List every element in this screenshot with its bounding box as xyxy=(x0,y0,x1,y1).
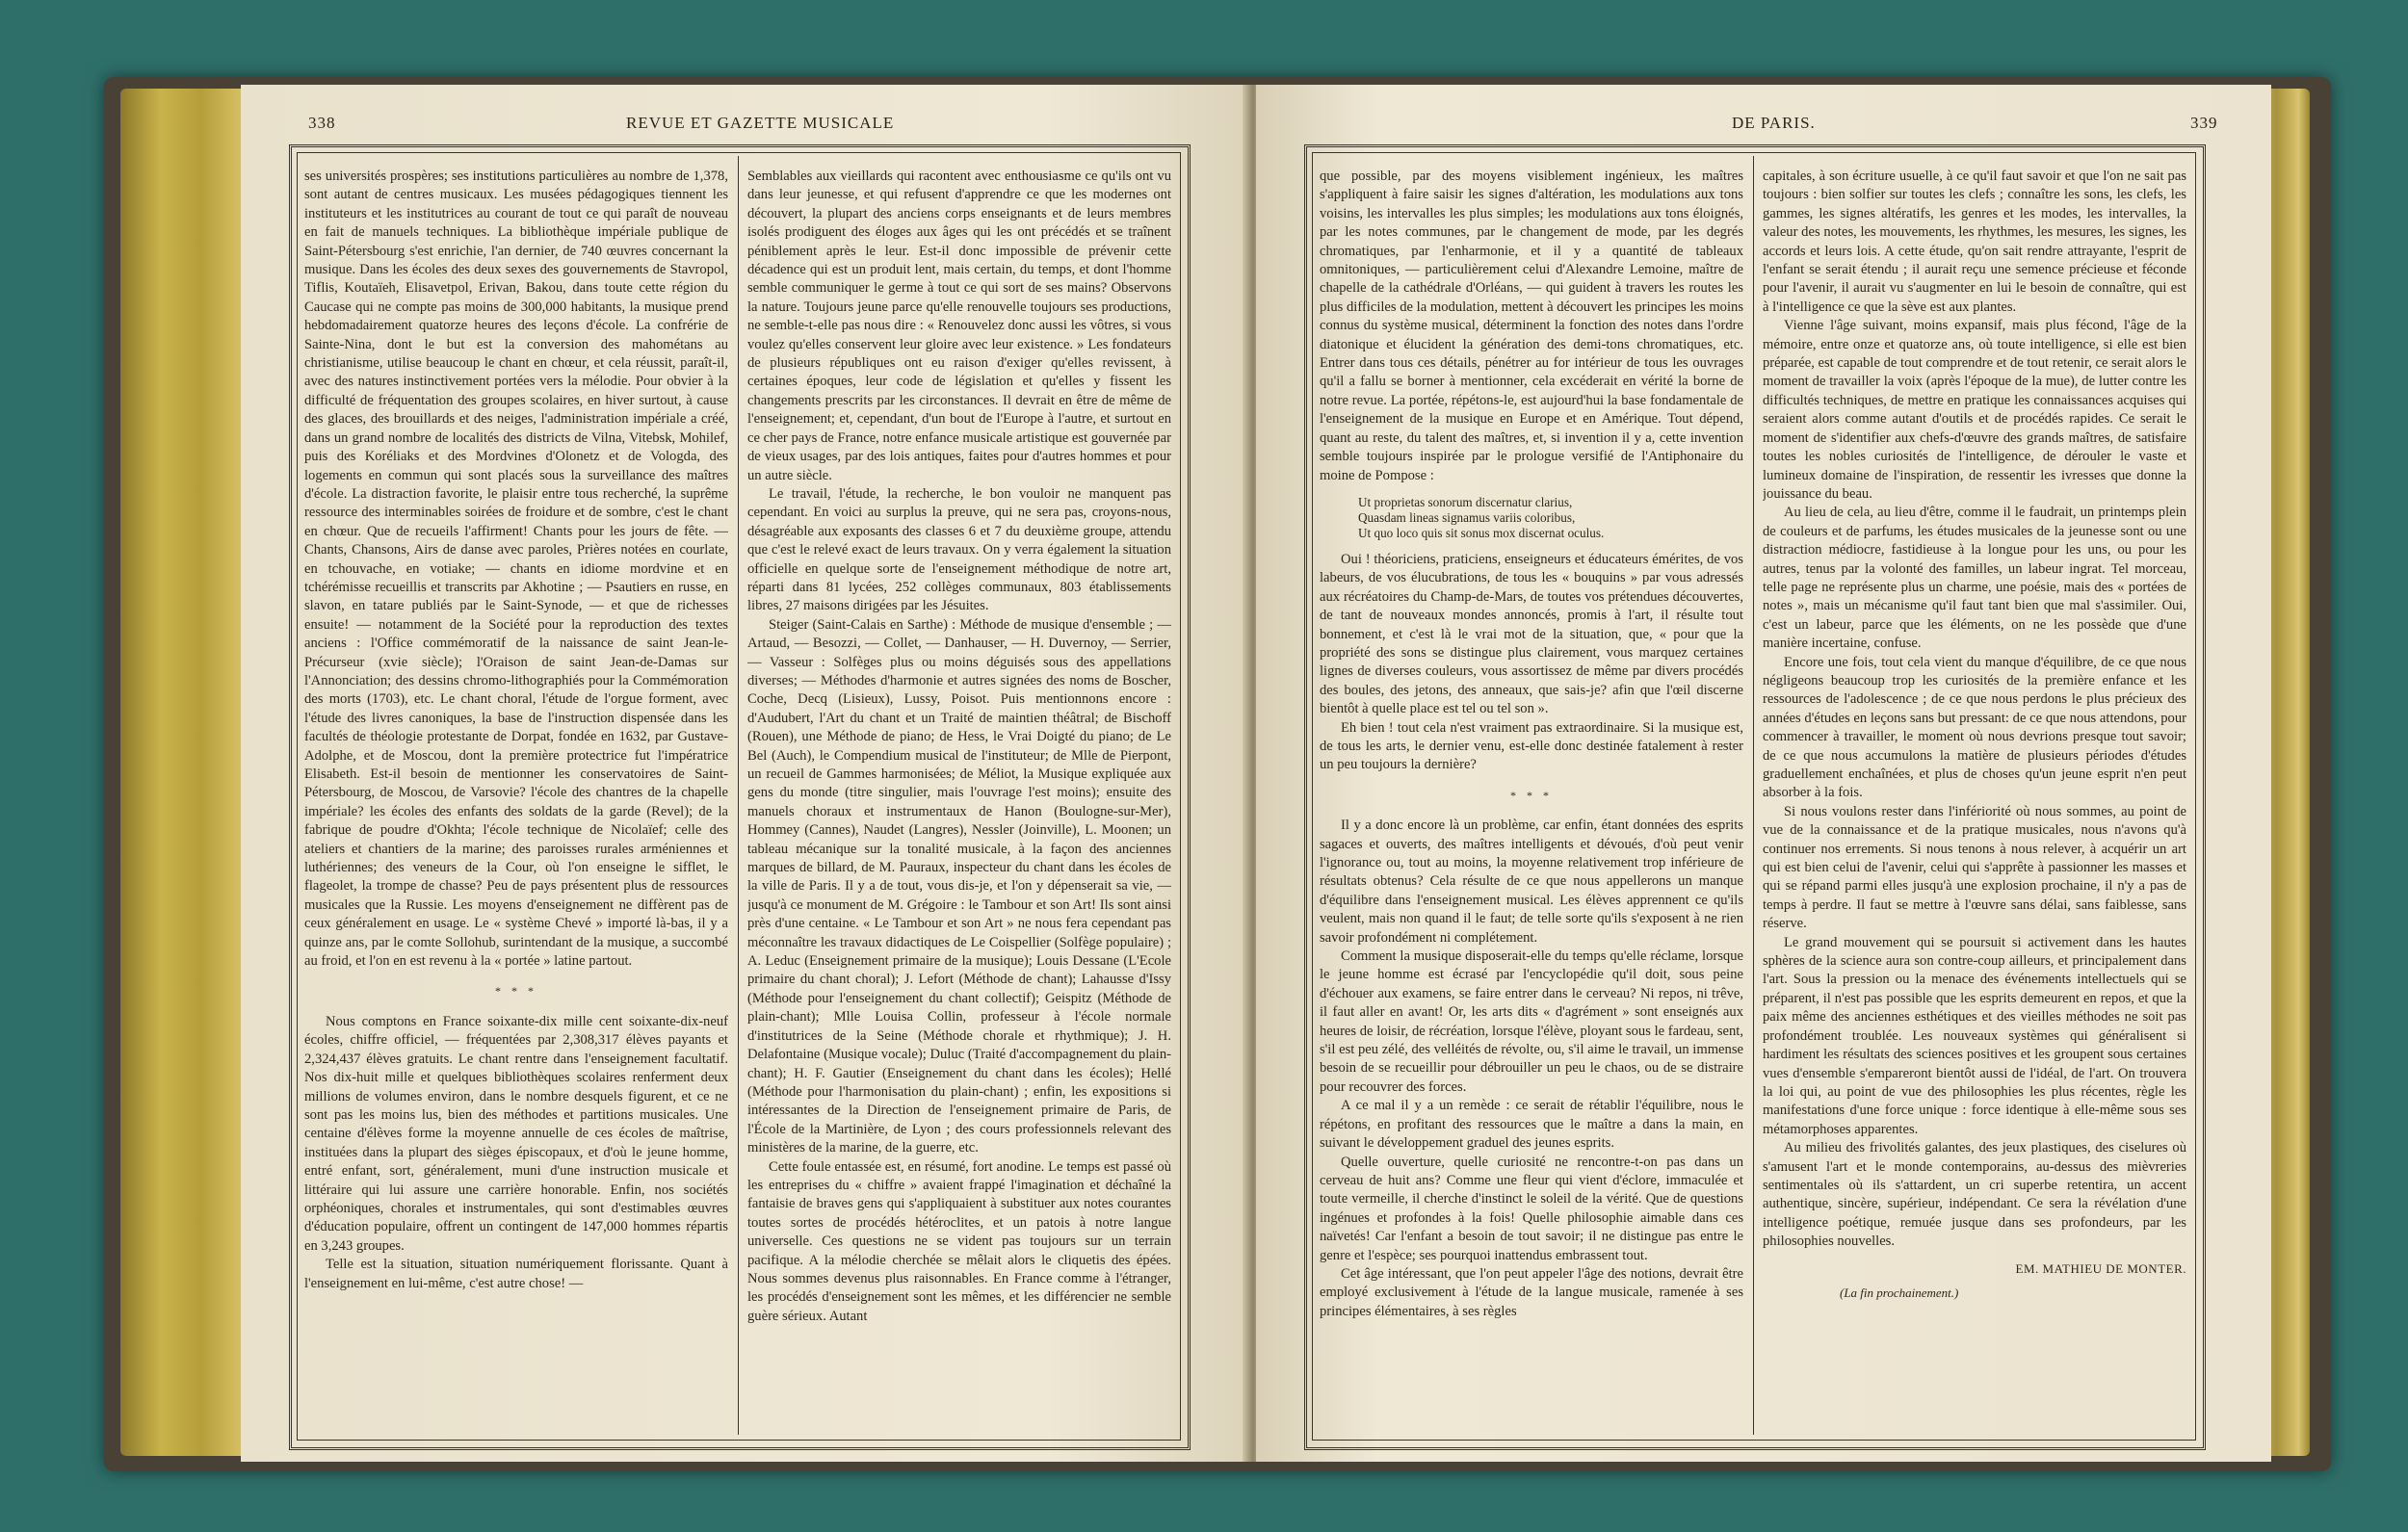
paragraph: Vienne l'âge suivant, moins expansif, mais plus fécond, l'âge de la mémoire, entre onze et quatorze ans, où toute intelligence, si elle est bien préparée, est capable de tout comprendre et de tout retenir, ce serait alors le moment de travailler la voix (après l'époque de la mue), de lutter contre les difficultés techniques, de mettre en pratique les connaissances acquises qui seraient alors comme autant d'outils et de procédés rapides. Ce serait le moment de s'identifier aux chefs-d'œuvre des grands maîtres, de satisfaire toutes les nobles curiosités de l'intelligence, de dérouler le vaste et lumineux domaine de l'inspiration, de ressentir les ivresses que donne la jouissance du beau. xyxy=(1763,318,2186,502)
verse-line: Ut proprietas sonorum discernatur clarius, xyxy=(1358,494,1573,509)
right-page xyxy=(1256,85,2271,1462)
paragraph: Au milieu des frivolités galantes, des jeux plastiques, des ciselures où s'amusent l'art et le monde contemporains, au-dessus des mièvreries sentimentales où ils s'attardent, un cri superbe retentira, un accent authentique, sincère, supérieur, indépendant. Ce sera la révélation d'une intelligence poétique, remuée jusque dans ses profondeurs, par les philosophies nouvelles. xyxy=(1763,1140,2186,1250)
page-edges-left xyxy=(120,89,255,1456)
paragraph: ses universités prospères; ses institutions particulières au nombre de 1,378, sont autant de centres musicaux. Les musées pédagogiques tiennent les instituteurs et les institutrices au courant de tout ce qui paraît de nouveau en fait de manuels techniques. La bibliothèque impériale publique de Saint-Pétersbourg s'est enrichie, l'an dernier, de 740 œuvres concernant la musique. Dans les écoles des deux sexes des gouvernements de Stavropol, Tiflis, Koutaïeh, Elisavetpol, Erivan, Bakou, dans toute cette région du Caucase qui ne compte pas moins de 300,000 habitants, la musique prend hebdomadairement quatorze heures des leçons d'école. La confrérie de Sainte-Nina, dont le but est la conversion des mahométans au christianisme, utilise beaucoup le chant en chœur, et cela réussit, paraît-il, avec des natures instinctivement portées vers la mélodie. Pour obvier à la difficulté de fréquentation des groupes scolaires, en hiver surtout, à cause des glaces, des brouillards et des neiges, l'administration impériale a créé, dans un grand nombre de localités des districts de Vilna, Vitebsk, Mohilef, puis des Koréliaks et des Mordvines d'Olonetz et de Vologda, des logements en commun qui sont placés sous la surveillance des maîtres d'école. La distraction favorite, le plaisir entre tous recherché, la suprême ressource des interminables soirées de froidure et de sombre, c'est le chant en chœur. Que de recueils l'affirment! Chants pour les jours de fête. — Chants, Chansons, Airs de danse avec paroles, Prières notées en courlate, en tchouvache, en votiake; — chants en idiome mordvine et en tchérémisse recueillis et transcrits par Akhotine ; — Psautiers en russe, en slavon, en tatare publiés par le Saint-Synode, — et que de richesses ensuite! — notamment de la Société pour la reproduction des textes anciens : l'Office commémoratif de la naissance de saint Jean-le-Précurseur (xvie siècle); l'Oraison de saint Jean-de-Damas sur l'Annonciation; des dessins chromo-lithographiés pour la Commémoration des morts (1703), etc. Le chant choral, l'étude de l'orgue forment, avec l'étude des livres canoniques, la base de l'instruction dispensée dans les facultés de théologie protestante de Dorpat, fondée en 1632, par Gustave-Adolphe, et de Moscou, dont la première protectrice fut l'impératrice Elisabeth. Est-il besoin de mentionner les conservatoires de Saint-Pétersbourg, de Moscou, de Varsovie? l'école des chantres de la chapelle impériale? les écoles des enfants des soldats de la garde (Revel); de la fabrique de poudre d'Okhta; l'école technique de Nicolaïef; celle des ateliers et chantiers de la marine; des paroisses rurales arméniennes et luthériennes; des veneurs de la Cour, où l'on enseigne le sifflet, le flageolet, la trompe de chasse? Peu de pays présentent plus de ressources musicales que la Russie. Les moyens d'enseignement ne diffèrent pas de ceux généralement en usage. Le « système Chevé » importé là-bas, il y a quinze ans, par le comte Sollohub, surintendant de la musique, a succombé au froid, et l'on en est revenu à la « portée » latine partout. xyxy=(304,169,728,970)
paragraph: Le grand mouvement qui se poursuit si activement dans les hautes sphères de la science aura son contre-coup ailleurs, et principalement dans l'art. Sous la pression ou la menace des événements intellectuels qui se préparent, il n'est pas possible que les esprits demeurent en repos, et que la paix même des anciennes esthétiques et des vieilles méthodes ne soit pas profondément troublée. Les nouveaux systèmes qui généralisent si hardiment les résultats des sciences positives et les groupent sous certaines vues d'ensemble s'empareront bientôt aussi de l'idéal, de l'art. On trouvera la loi qui, au point de vue des philosophies les plus récentes, règle les manifestations d'une force unique : force identique à elle-même sous ses métamorphoses apparentes. xyxy=(1763,934,2186,1137)
continuation-note: (La fin prochainement.) xyxy=(1840,1285,1959,1300)
section-separator: * * * xyxy=(1510,788,1553,802)
left-column-1 xyxy=(304,168,728,1435)
paragraph: Le travail, l'étude, la recherche, le bon vouloir ne manquent pas cependant. En voici au surplus la preuve, qui ne sera pas, croyons-nous, désagréable aux exposants des classes 6 et 7 du deuxième groupe, attendu que c'est le relevé exact de leurs travaux. On y verra également la situation officielle en quelque sorte de l'enseignement méthodique de notre art, réparti dans 81 lycées, 252 collèges communaux, 803 établissements libres, 27 maisons dirigées par les Jésuites. xyxy=(747,485,1171,614)
verse-line: Quasdam lineas signamus variis coloribus, xyxy=(1358,509,1576,525)
paragraph: Il y a donc encore là un problème, car enfin, étant données des esprits sagaces et ouverts, des maîtres intelligents et dévoués, d'où peut venir l'ignorance ou, tout au moins, la moyenne relativement trop inférieure de résultats obtenus? Cela résulte de ce que nous appellerons un manque d'équilibre dans l'enseignement musical. Les élèves apprennent ce qu'ils veulent, mais non quand il le faut; de telle sorte qu'ils s'exposent à ne rien savoir profondément ni complétement. xyxy=(1320,818,1743,946)
right-column-rule xyxy=(1753,156,1754,1435)
paragraph: Comment la musique disposerait-elle du temps qu'elle réclame, lorsque le jeune homme est écrasé par l'encyclopédie qu'il doit, sous peine d'échouer aux examens, se faire entrer dans le cerveau? Ni repos, ni trêve, il faut aller en avant! Or, les arts dits « d'agrément » sont enseignés aux heures de loisir, de récréation, lorsque l'élève, ployant sous le fardeau, sent, s'il est peu zélé, des velléités de révolte, ou, s'il aime le travail, un immense besoin de se recueillir pour débrouiller un peu le chaos, ou de se distraire pour recouvrer des forces. xyxy=(1320,948,1743,1095)
paragraph: Telle est la situation, situation numériquement florissante. Quant à l'enseignement en lui-même, c'est autre chose! — xyxy=(304,1257,728,1291)
verse-line: Ut quo loco quis sit sonus mox discernat oculus. xyxy=(1358,525,1605,540)
paragraph: Steiger (Saint-Calais en Sarthe) : Méthode de musique d'ensemble ; — Artaud, — Besozzi, — Collet, — Danhauser, — H. Duvernoy, — Serrier, — Vasseur : Solfèges plus ou moins déguisés sous des appellations diverses; — Méthodes d'harmonie et autres signées des noms de Boscher, Coche, Decq (Lisieux), Lussy, Poisot. Puis mentionnons encore : d'Audubert, l'Art du chant et un Traité de maintien théâtral; de Bischoff (Rouen), une Méthode de piano; de Hess, le Vrai Doigté du piano; de Le Bel (Auch), le Compendium musical de l'instituteur; de Mlle de Pierpont, un recueil de Gammes harmonisées; de Méliot, la Musique expliquée aux gens du monde (titre singulier, mais l'ouvrage l'est moins); ensuite des manuels choraux et instrumentaux de Hanon (Boulogne-sur-Mer), Hommey (Cannes), Naudet (Langres), Nessler (Joinville), L. Moonen; un tableau mécanique sur la tonalité musicale, à la façon des anciennes marques de billard, de M. Pauraux, inspecteur du chant dans les écoles de la ville de Paris. Il y a de tout, vous dis-je, et l'on y dépenserait sa vie, — jusqu'à ce monument de M. Grégoire : le Tambour et son Art! Ils sont ainsi près d'une centaine. « Le Tambour et son Art » ne nous fera cependant pas méconnaître les travaux didactiques de Le Coispellier (Solfège populaire) ; A. Leduc (Enseignement primaire de la musique); Louis Dessane (L'Ecole primaire du chant choral); J. Lefort (Méthode de chant); Lahausse d'Issy (Méthode pour l'enseignement du chant collectif); Geispitz (Méthode de plain-chant); Mlle Louisa Collin, professeur à l'école normale d'institutrices de la Seine (Méthode chorale et rhythmique); J. H. Delafontaine (Musique vocale); Duluc (Traité d'accompagnement du plain-chant); H. F. Gautier (Enseignement du chant dans les écoles); Hellé (Méthode pour l'harmonisation du plain-chant) ; enfin, les expositions si intéressantes de la Direction de l'enseignement primaire de Paris, de l'École de la Martinière, de Lyon ; des cours professionnels relevant des ministères de la marine, de la guerre, etc. xyxy=(747,616,1171,1156)
paragraph: capitales, à son écriture usuelle, à ce qu'il faut savoir et que l'on ne sait pas toujours : bien solfier sur toutes les clefs ; connaître les sons, les clefs, les gammes, les signes altératifs, les genres et les modes, les intervalles, la valeur des notes, les mouvements, les rhythmes, les mesures, les signes, les accords et leurs lois. A cette étude, qu'on sait rendre attrayante, l'esprit de l'enfant se serait étendu ; il aurait reçu une semence précieuse et féconde pour l'avenir, il aurait vu s'augmenter en lui le besoin de connaître, qui est à l'intelligence ce que la sève est aux plantes. xyxy=(1763,169,2186,315)
paragraph: Semblables aux vieillards qui racontent avec enthousiasme ce qu'ils ont vu dans leur jeunesse, et qui refusent d'apprendre ce que les modernes ont découvert, la plupart des anciens corps enseignants et de leurs membres isolés prodiguent des éloges aux âges qui les ont précédés et se traînent péniblement après le leur. Est-il donc impossible de prévenir cette décadence qui est un produit lent, mais certain, du temps, et dont l'homme semble communiquer le germe à tout ce qui sort de ses mains? Observons la nature. Toujours jeune parce qu'elle renouvelle toujours ses productions, ne semble-t-elle pas nous dire : « Renouvelez donc aussi les vôtres, si vous voulez qu'elles conservent leur gloire avec leur existence. » Les fondateurs de plusieurs républiques ont eu raison d'exiger qu'elles revissent, à certaines époques, leur code de législation et qu'elles y fissent les changements prescrits par les circonstances. Il devrait en être de même de l'enseignement; et, cependant, d'un bout de l'Europe à l'autre, et surtout en ce cher pays de France, notre enfance musicale artistique est gouvernée par de vieux usages, par des lois antiques, faites pour d'autres hommes et pour un autre siècle. xyxy=(747,169,1171,483)
paragraph: Eh bien ! tout cela n'est vraiment pas extraordinaire. Si la musique est, de tous les arts, le dernier venu, est-elle donc destinée fatalement à rester un peu toujours la dernière? xyxy=(1320,719,1743,773)
paragraph: Encore une fois, tout cela vient du manque d'équilibre, de ce que nous négligeons beaucoup trop les curiosités de la première enfance et les ressources de l'adolescence ; de ce que nous perdons le plus précieux des années d'études en leçons sans but pressant: de ce que nous attendons, pour commencer à travailler, le moment où nous devrions presque tout savoir; de ce que nous accumulons la matière de plusieurs périodes d'études graduellement enchaînées, et plus de choses qu'un jeune esprit n'en peut absorber à la fois. xyxy=(1763,654,2186,801)
right-column-2 xyxy=(1763,168,2186,1435)
paragraph: que possible, par des moyens visiblement ingénieux, les maîtres s'appliquent à faire saisir les signes d'altération, les modulations aux tons voisins, les intervalles les plus simples; les modulations aux tons éloignés, par les notes communes, par le changement de mode, par les degrés chromatiques, par l'enharmonie, et il y a quantité de tableaux omnitoniques, — particulièrement celui d'Alexandre Lemoine, maître de chapelle de la cathédrale d'Orléans, — qui guident à travers les routes les plus difficiles de la modulation, mettent à découvert les principes les moins connus du système musical, déterminent la fonction des notes dans l'ordre diatonique et élucident la génération des demi-tons chromatiques, etc. Entrer dans tous ces détails, pénétrer au for intérieur de tous les ouvrages qu'il a fallu se borner à mentionner, cela excéderait en vérité la borne de notre revue. La portée, répétons-le, est aujourd'hui la base fondamentale de l'enseignement de la musique en Europe et en Amérique. Tout dépend, quant au reste, du talent des maîtres, et, si invention il y a, cette invention semble toujours inspirée par le prologue versifié de l'Antiphonaire du moine de Pompose : xyxy=(1320,169,1743,483)
paragraph: Nous comptons en France soixante-dix mille cent soixante-dix-neuf écoles, chiffre officiel, — fréquentées par 2,308,317 élèves payants et 2,324,437 élèves gratuits. Le chant rentre dans l'enseignement facultatif. Nos dix-huit mille et quelques bibliothèques scolaires renferment deux millions de volumes environ, dans le nombre desquels figurent, et ce ne sont pas les moins lus, bien des méthodes et partitions musicales. Une centaine d'élèves forme la moyenne annuelle de ces écoles de maîtrise, instituées dans la plupart des sièges épiscopaux, et d'où le jeune homme, entré enfant, sort, généralement, muni d'une instruction musicale et littéraire qui lui assure une carrière honorable. Enfin, nos sociétés orphéoniques, chorales et instrumentales, qui sont d'estimables œuvres d'éducation populaire, offrent un contingent de 147,000 hommes répartis en 3,243 groupes. xyxy=(304,1013,728,1254)
latin-verse xyxy=(1320,495,1743,541)
right-column-1 xyxy=(1320,168,1743,1435)
left-column-rule xyxy=(738,156,739,1435)
paragraph: Au lieu de cela, au lieu d'être, comme il le faudrait, un printemps plein de couleurs et de parfums, les études musicales de la jeunesse sont ou une distraction médiocre, fastidieuse à la longue pour les uns, ou pour les autres, tenus par la volonté des familles, un labeur ingrat. Tel morceau, telle page ne représente plus un charme, une poésie, mais des « portées de notes », mais un mécanisme qu'il faut tant bien que mal s'assimiler. Oui, c'est un labeur, parce que les éléments, on ne les possède que d'une manière incertaine, confuse. xyxy=(1763,505,2186,652)
paragraph: Oui ! théoriciens, praticiens, enseigneurs et éducateurs émérites, de vos labeurs, de vos élucubrations, de tous les « bouquins » par vous adressés aux récréatoires du Champ-de-Mars, de toutes vos prétendues découvertes, de tant de nouveaux mondes annoncés, promis à l'art, il résulte tout bonnement, et c'est là le vrai mot de la situation, que, « pour que la propriété des sons se distingue plus clairement, vous marquez certaines lignes de diverses couleurs, vous assortissez de même par divers procédés des boules, des jetons, des anneaux, que sais-je? afin que l'œil discerne bientôt à quelle place est tel ou tel son ». xyxy=(1320,551,1743,717)
section-separator: * * * xyxy=(495,984,537,999)
left-column-2 xyxy=(747,168,1171,1435)
author-signature: EM. MATHIEU DE MONTER. xyxy=(2015,1260,2186,1276)
paragraph: A ce mal il y a un remède : ce serait de rétablir l'équilibre, nous le répétons, en profitant des ressources que le maître a dans la main, en suivant le développement graduel des jeunes esprits. xyxy=(1320,1098,1743,1152)
left-page-number: 338 xyxy=(308,114,336,132)
paragraph: Cette foule entassée est, en résumé, fort anodine. Le temps est passé où les entreprises du « chiffre » avaient frappé l'imagination et déchaîné la fantaisie de braves gens qui s'appliquaient à substituer aux notes courantes toutes sortes de procédés hétéroclites, et un patois à notre langue universelle. Ces questions ne se vident pas toujours sur un terrain pacifique. A la mélodie cherchée se mêlait alors le cliquetis des épées. Nous sommes devenus plus raisonnables. En France comme à l'étranger, les procédés d'enseignement sont les mêmes, et les différencier ne semble guère sérieux. Autant xyxy=(747,1158,1171,1324)
left-page xyxy=(241,85,1248,1462)
right-running-head: DE PARIS. xyxy=(1732,114,1816,132)
left-running-head: REVUE ET GAZETTE MUSICALE xyxy=(626,114,895,132)
paragraph: Si nous voulons rester dans l'infériorité où nous sommes, au point de vue de la connaissance et de la pratique musicales, nous n'avons qu'à continuer nos errements. Si nous tenons à nous relever, à acquérir un art qui est bien celui de l'avenir, celui qui s'apprête à passionner les masses et qui se répand parmi elles jusqu'à une explosion prochaine, il n'y a pas de temps à perdre. Il faut se mettre à l'œuvre sans délai, sans faiblesse, sans réserve. xyxy=(1763,803,2186,932)
right-page-number: 339 xyxy=(2190,114,2218,132)
paragraph: Quelle ouverture, quelle curiosité ne rencontre-t-on pas dans un cerveau de huit ans? Comme une fleur qui vient d'éclore, immaculée et toute vermeille, il cherche d'instinct le soleil de la vérité. Que de questions ingénues et profondes à la fois! Quelle philosophie aimable dans ces naïvetés! Car l'enfant a besoin de tout savoir; il ne distingue pas entre le genre et l'espèce; ses pourquoi inattendus embrassent tout. xyxy=(1320,1154,1743,1263)
paragraph: Cet âge intéressant, que l'on peut appeler l'âge des notions, devrait être employé exclusivement à l'étude de la langue musicale, ramenée à ses principes élémentaires, à ses règles xyxy=(1320,1265,1743,1319)
